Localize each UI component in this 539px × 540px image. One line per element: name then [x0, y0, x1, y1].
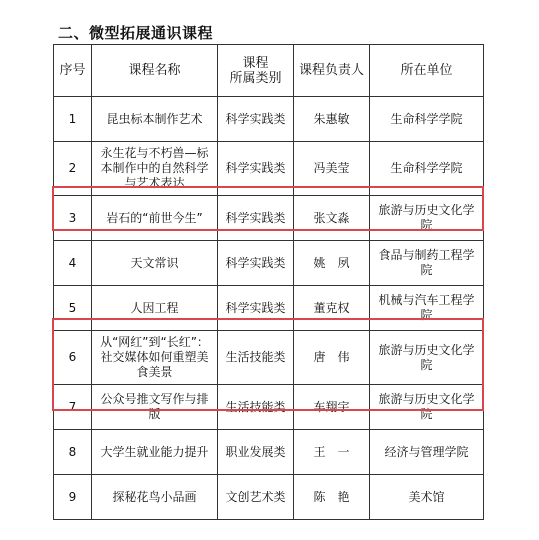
cell-no: 5 [54, 286, 92, 331]
header-category: 课程 所属类别 [218, 45, 294, 97]
cell-category: 科学实践类 [218, 97, 294, 142]
cell-unit: 机械与汽车工程学院 [370, 286, 484, 331]
cell-category: 生活技能类 [218, 331, 294, 385]
cell-lead: 王 一 [294, 430, 370, 475]
cell-lead: 张文淼 [294, 196, 370, 241]
header-no: 序号 [54, 45, 92, 97]
cell-no: 7 [54, 385, 92, 430]
cell-lead: 朱惠敏 [294, 97, 370, 142]
cell-course-name: 从“网红”到“长红”：社交媒体如何重塑美食美景 [92, 331, 218, 385]
cell-lead: 陈 艳 [294, 475, 370, 520]
cell-course-name: 探秘花鸟小品画 [92, 475, 218, 520]
cell-no: 2 [54, 142, 92, 196]
cell-unit: 食品与制药工程学院 [370, 241, 484, 286]
cell-unit: 旅游与历史文化学院 [370, 331, 484, 385]
table-row [54, 142, 484, 196]
cell-course-name: 岩石的“前世今生” [92, 196, 218, 241]
cell-category: 科学实践类 [218, 241, 294, 286]
cell-lead: 董克权 [294, 286, 370, 331]
table-row [54, 385, 484, 430]
cell-lead: 姚 夙 [294, 241, 370, 286]
cell-no: 6 [54, 331, 92, 385]
cell-course-name: 昆虫标本制作艺术 [92, 97, 218, 142]
cell-no: 8 [54, 430, 92, 475]
cell-category: 生活技能类 [218, 385, 294, 430]
table-row [54, 475, 484, 520]
cell-no: 4 [54, 241, 92, 286]
table-row [54, 331, 484, 385]
cell-course-name: 公众号推文写作与排版 [92, 385, 218, 430]
cell-unit: 旅游与历史文化学院 [370, 196, 484, 241]
cell-lead: 唐 伟 [294, 331, 370, 385]
section-heading: 二、微型拓展通识课程 [58, 24, 214, 42]
cell-category: 文创艺术类 [218, 475, 294, 520]
table-header-row [54, 45, 484, 97]
cell-course-name: 天文常识 [92, 241, 218, 286]
cell-category: 科学实践类 [218, 142, 294, 196]
cell-lead: 冯美莹 [294, 142, 370, 196]
cell-category: 科学实践类 [218, 196, 294, 241]
header-course-name: 课程名称 [92, 45, 218, 97]
cell-unit: 旅游与历史文化学院 [370, 385, 484, 430]
header-unit: 所在单位 [370, 45, 484, 97]
table-row [54, 97, 484, 142]
cell-no: 3 [54, 196, 92, 241]
cell-course-name: 永生花与不朽兽—标本制作中的自然科学与艺术表达 [92, 142, 218, 196]
table-row [54, 241, 484, 286]
cell-unit: 经济与管理学院 [370, 430, 484, 475]
header-lead: 课程负责人 [294, 45, 370, 97]
cell-unit: 生命科学学院 [370, 142, 484, 196]
cell-category: 职业发展类 [218, 430, 294, 475]
table-row [54, 196, 484, 241]
table-row [54, 286, 484, 331]
table-row [54, 430, 484, 475]
cell-course-name: 大学生就业能力提升 [92, 430, 218, 475]
cell-unit: 美术馆 [370, 475, 484, 520]
cell-no: 1 [54, 97, 92, 142]
cell-lead: 车翔宇 [294, 385, 370, 430]
cell-category: 科学实践类 [218, 286, 294, 331]
cell-unit: 生命科学学院 [370, 97, 484, 142]
course-table [53, 44, 484, 520]
cell-course-name: 人因工程 [92, 286, 218, 331]
cell-no: 9 [54, 475, 92, 520]
